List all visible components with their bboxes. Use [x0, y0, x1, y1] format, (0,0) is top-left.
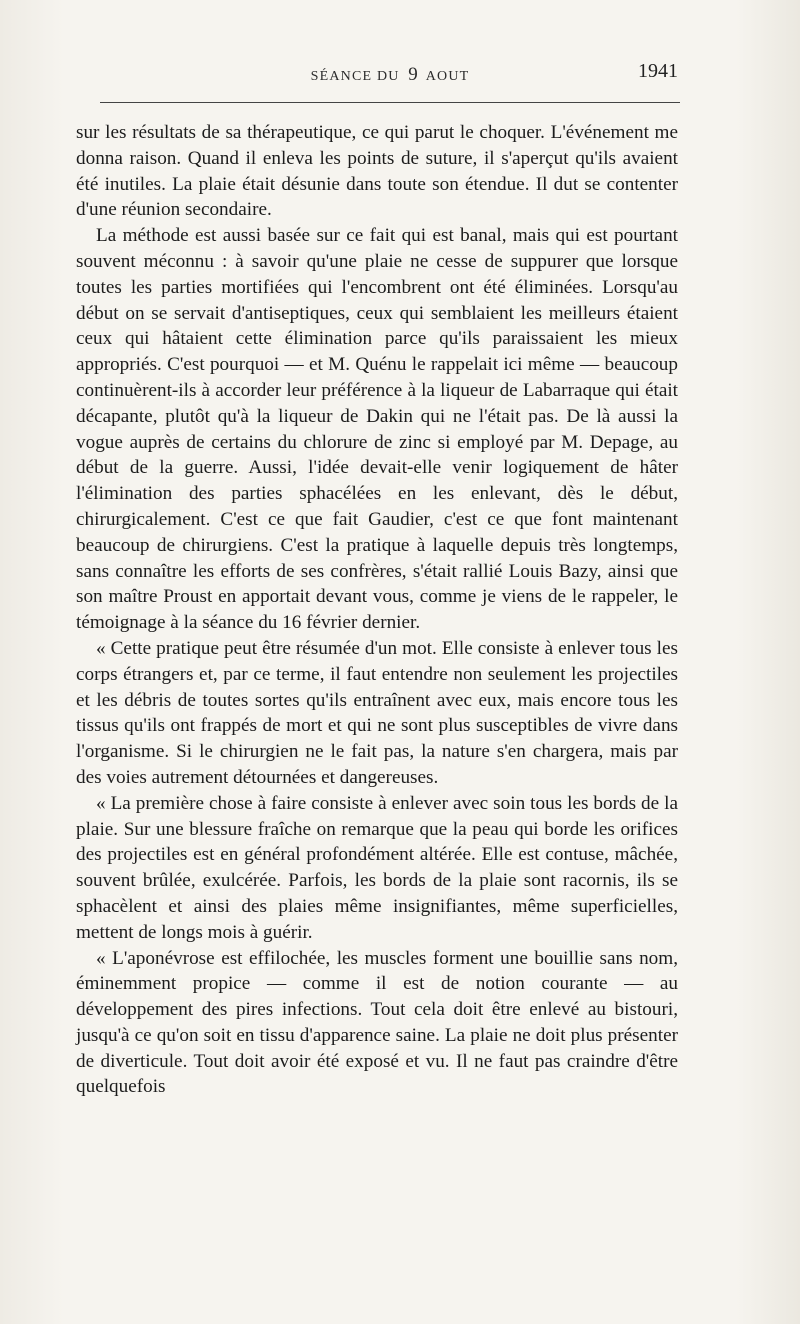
paragraph-2: La méthode est aussi basée sur ce fait qui est banal, mais qui est pourtant souvent méconnu : à savoir qu'une plaie ne cesse de suppurer que lorsque toutes les parties mortifiées qui l'encombrent ont été éliminées. Lorsqu'au début on se servait d'antiseptiques, ceux qui semblaient les meilleurs étaient ceux qui hâtaient cette élimination parce qu'ils paraissaient les mieux appropriés. C'est pourquoi — et M. Quénu le rappelait ici même — beaucoup continuèrent-ils à accorder leur préférence à la liqueur de Labarraque qui était décapante, plutôt qu'à la liqueur de Dakin qui ne l'était pas. De là aussi la vogue auprès de certains du chlorure de zinc si employé par M. Depage, au début de la guerre. Aussi, l'idée devait-elle venir logiquement de hâter l'élimination des parties sphacélées en les enlevant, dès le début, chirurgicalement. C'est ce que fait Gaudier, c'est ce que font maintenant beaucoup de chirurgiens. C'est la pratique à laquelle depuis très longtemps, sans connaître les efforts de ses confrères, s'était rallié Louis Bazy, ainsi que son maître Proust en apportait devant vous, comme je viens de le rappeler, le témoignage à la séance du 16 février dernier. — [76, 225, 678, 634]
paragraph-1: sur les résultats de sa thérapeutique, ce qui parut le choquer. L'événement me donna raison. Quand il enleva les points de suture, il s'aperçut qu'ils avaient été inutiles. La plaie était désunie dans toute son étendue. Il dut se contenter d'une réunion secondaire. — [76, 122, 678, 221]
header-rule — [100, 102, 680, 103]
running-title-month: AOUT — [425, 69, 470, 84]
running-head — [100, 60, 680, 90]
running-title — [100, 64, 680, 86]
paragraph-5: « L'aponévrose est effilochée, les muscles forment une bouillie sans nom, éminemment propice — comme il est de notion courante — au développement des pires infections. Tout cela doit être enlevé au bistouri, jusqu'à ce qu'on soit en tissu d'apparence saine. La plaie ne doit plus présenter de diverticule. Tout doit avoir été exposé et vu. Il ne faut pas craindre d'être quelquefois — [76, 947, 678, 1098]
paragraph-4: « La première chose à faire consiste à enlever avec soin tous les bords de la plaie. Sur une blessure fraîche on remarque que la peau qui borde les orifices des projectiles est en général profondément altérée. Elle est contuse, mâchée, souvent brûlée, exulcérée. Parfois, les bords de la plaie sont racornis, ils se sphacèlent et ainsi des plaies même insignifiantes, même superficielles, mettent de longs mois à guérir. — [76, 792, 678, 943]
paragraph-3: « Cette pratique peut être résumée d'un mot. Elle consiste à enlever tous les corps étrangers et, par ce terme, il faut entendre non seulement les projectiles et les débris de toutes sortes qu'ils entraînent avec eux, mais encore tous les tissus qu'ils ont frappés de mort et qui ne sont plus susceptibles de vivre dans l'organisme. Si le chirurgien ne le fait pas, la nature s'en chargera, mais par des voies autrement détournées et dangereuses. — [76, 637, 678, 788]
body-text — [76, 120, 678, 1100]
running-title-day: 9 — [408, 64, 418, 85]
page-number: 1941 — [638, 60, 678, 82]
running-title-prefix: SÉANCE DU — [310, 69, 400, 84]
